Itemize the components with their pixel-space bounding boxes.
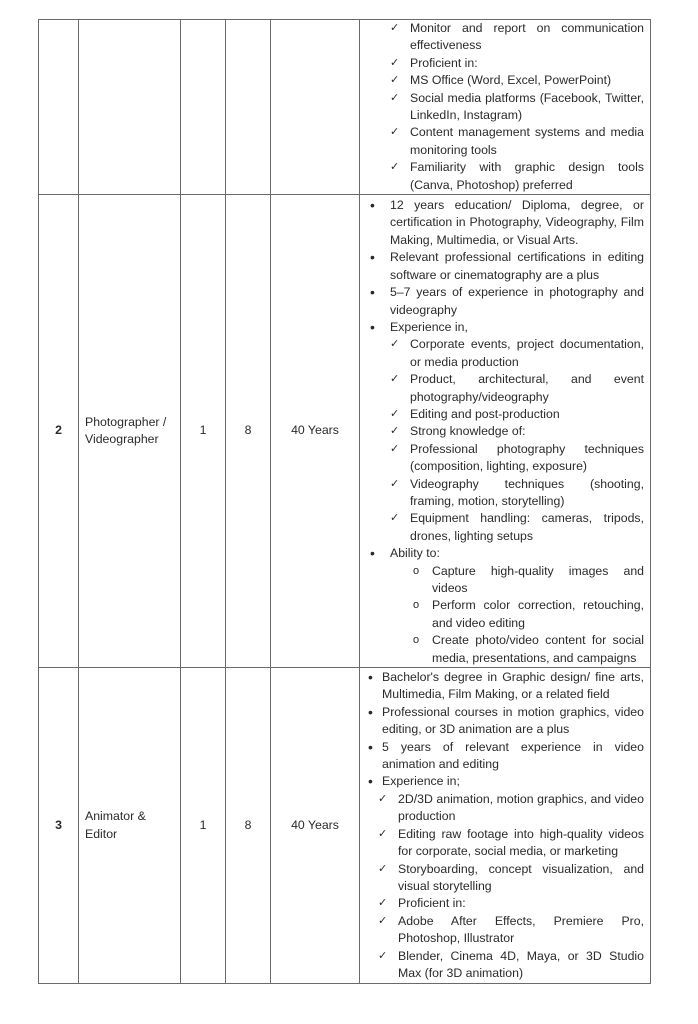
checkmark-item: ✓ Strong knowledge of: [368,423,644,440]
table-row [39,20,651,195]
row-number [39,20,79,195]
seats-count [181,20,226,195]
checkmark-item: ✓ Professional photography techniques (composition, lighting, exposure) [368,441,644,476]
bullet-item: • 5–7 years of experience in photography and videography [368,284,644,319]
checkmark-item: ✓ Content management systems and media monitoring tools [368,124,644,159]
row-number: 3 [39,668,79,984]
checkmark-item: ✓ MS Office (Word, Excel, PowerPoint) [368,72,644,89]
bullet-item: • Professional courses in motion graphics, video editing, or 3D animation are a plus [368,704,644,739]
bullet-item: • Ability to: [368,545,644,562]
checkmark-item: ✓ Product, architectural, and event photography/videography [368,371,644,406]
checkmark-item: ✓ Proficient in: [368,895,644,912]
checkmark-item: ✓ Editing raw footage into high-quality videos for corporate, social media, or marketing [368,826,644,861]
bullet-item: • Experience in, [368,319,644,336]
requirements-cell [360,668,651,984]
checkmark-item: ✓ Videography techniques (shooting, framing, motion, storytelling) [368,476,644,511]
age-limit: 40 Years [271,668,360,984]
checkmark-item: ✓ Monitor and report on communication effectiveness [368,20,644,55]
checkmark-item: ✓ Adobe After Effects, Premiere Pro, Photoshop, Illustrator [368,913,644,948]
circle-item: o Capture high-quality images and videos [368,563,644,598]
bullet-item: • Experience in; [368,773,644,790]
requirements-cell [360,195,651,668]
bullet-item: • Bachelor's degree in Graphic design/ fine arts, Multimedia, Film Making, or a related field [368,669,644,704]
post-title: Photographer / Videographer [79,195,181,668]
post-title [79,20,181,195]
age-limit: 40 Years [271,195,360,668]
table-row [39,668,651,984]
checkmark-item: ✓ Equipment handling: cameras, tripods, drones, lighting setups [368,510,644,545]
checkmark-item: ✓ Proficient in: [368,55,644,72]
bps-grade [226,20,271,195]
bullet-item: • 5 years of relevant experience in video animation and editing [368,739,644,774]
seats-count: 1 [181,195,226,668]
bullet-item: • Relevant professional certifications in editing software or cinematography are a plus [368,249,644,284]
row-number: 2 [39,195,79,668]
checkmark-item: ✓ Editing and post-production [368,406,644,423]
job-requirements-table [38,19,651,984]
bps-grade: 8 [226,195,271,668]
age-limit [271,20,360,195]
requirements-list [368,20,644,194]
requirements-list [368,669,644,982]
checkmark-item: ✓ Blender, Cinema 4D, Maya, or 3D Studio Max (for 3D animation) [368,948,644,983]
post-title: Animator & Editor [79,668,181,984]
checkmark-item: ✓ Corporate events, project documentation, or media production [368,336,644,371]
checkmark-item: ✓ Storyboarding, concept visualization, and visual storytelling [368,861,644,896]
bullet-item: • 12 years education/ Diploma, degree, or certification in Photography, Videography, Film Making, Multimedia, or Visual Arts. [368,197,644,249]
table-row [39,195,651,668]
circle-item: o Create photo/video content for social media, presentations, and campaigns [368,632,644,667]
checkmark-item: ✓ 2D/3D animation, motion graphics, and video production [368,791,644,826]
requirements-cell [360,20,651,195]
seats-count: 1 [181,668,226,984]
checkmark-item: ✓ Social media platforms (Facebook, Twitter, LinkedIn, Instagram) [368,90,644,125]
circle-item: o Perform color correction, retouching, and video editing [368,597,644,632]
bps-grade: 8 [226,668,271,984]
requirements-list [368,197,644,667]
checkmark-item: ✓ Familiarity with graphic design tools (Canva, Photoshop) preferred [368,159,644,194]
